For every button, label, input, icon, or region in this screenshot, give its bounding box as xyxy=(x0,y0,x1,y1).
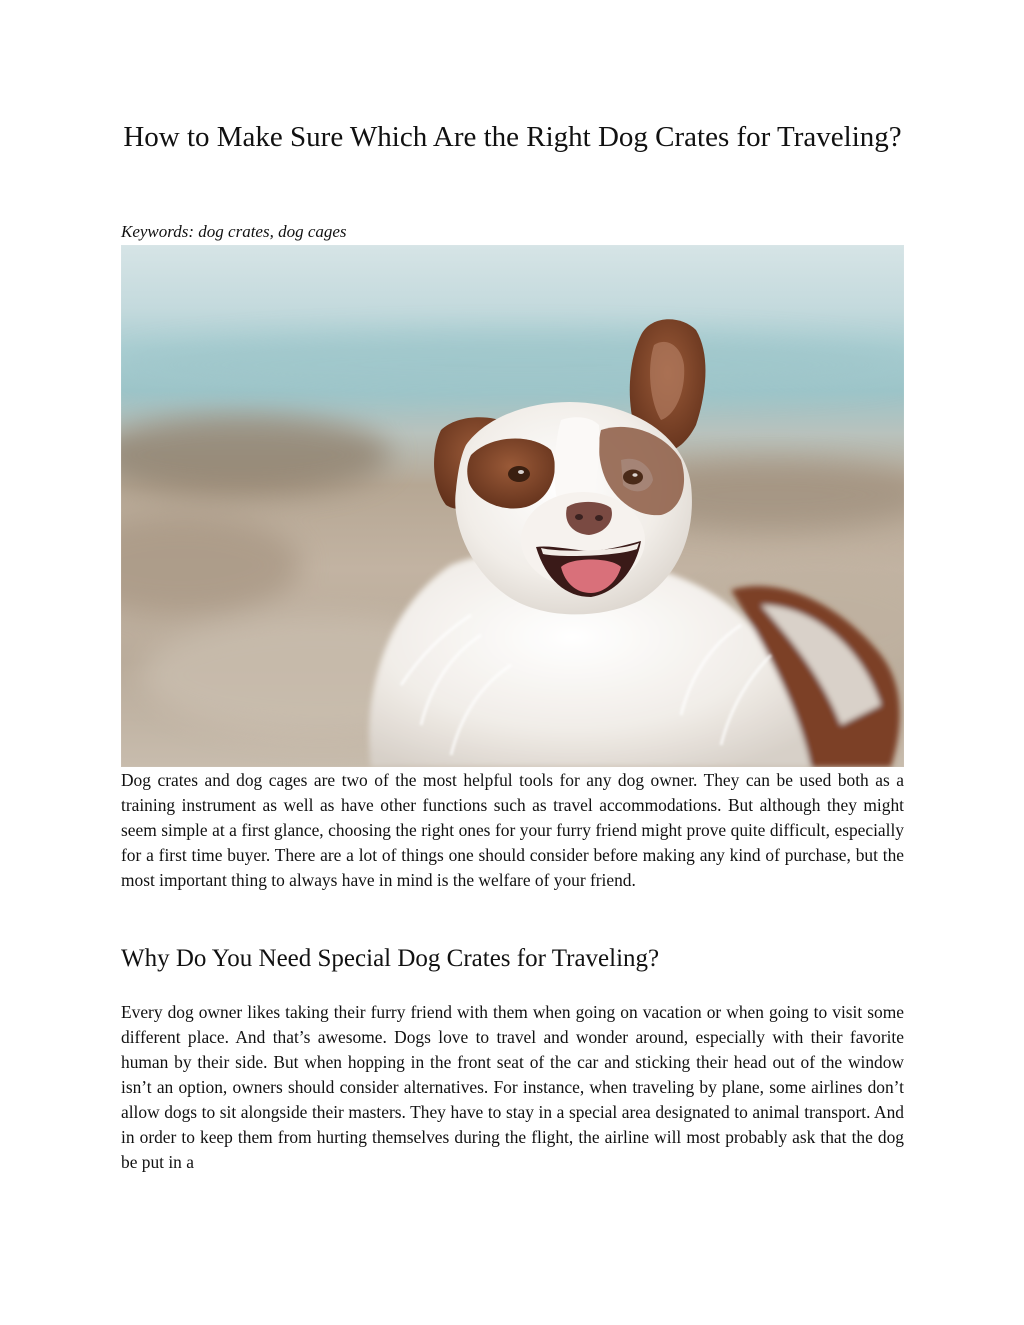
section-paragraph: Every dog owner likes taking their furry friend with them when going on vacation or when going to visit some different place. And that’s awesome. Dogs love to travel and wonder around, especially with their favorite human by their side. But when hopping in the front seat of the car and sticking their head out of the window isn’t an option, owners should consider alternatives. For instance, when traveling by plane, some airlines don’t allow dogs to sit alongside their masters. They have to stay in a special area designated to animal transport. And in order to keep them from hurting themselves during the flight, the airline will most probably ask that the dog be put in a xyxy=(121,1002,904,1172)
document-title: How to Make Sure Which Are the Right Dog Crates for Traveling? xyxy=(123,121,902,153)
section-heading: Why Do You Need Special Dog Crates for Traveling? xyxy=(121,945,660,972)
keywords-line: Keywords: dog crates, dog cages xyxy=(121,222,347,241)
intro-paragraph: Dog crates and dog cages are two of the most helpful tools for any dog owner. They can be used both as a training instrument as well as have other functions such as travel accommodations. But although they might seem simple at a first glance, choosing the right ones for your furry friend might prove quite difficult, especially for a first time buyer. There are a lot of things one should consider before making any kind of purchase, but the most important thing to always have in mind is the welfare of your friend. xyxy=(121,770,904,890)
dog-photo xyxy=(121,245,904,767)
